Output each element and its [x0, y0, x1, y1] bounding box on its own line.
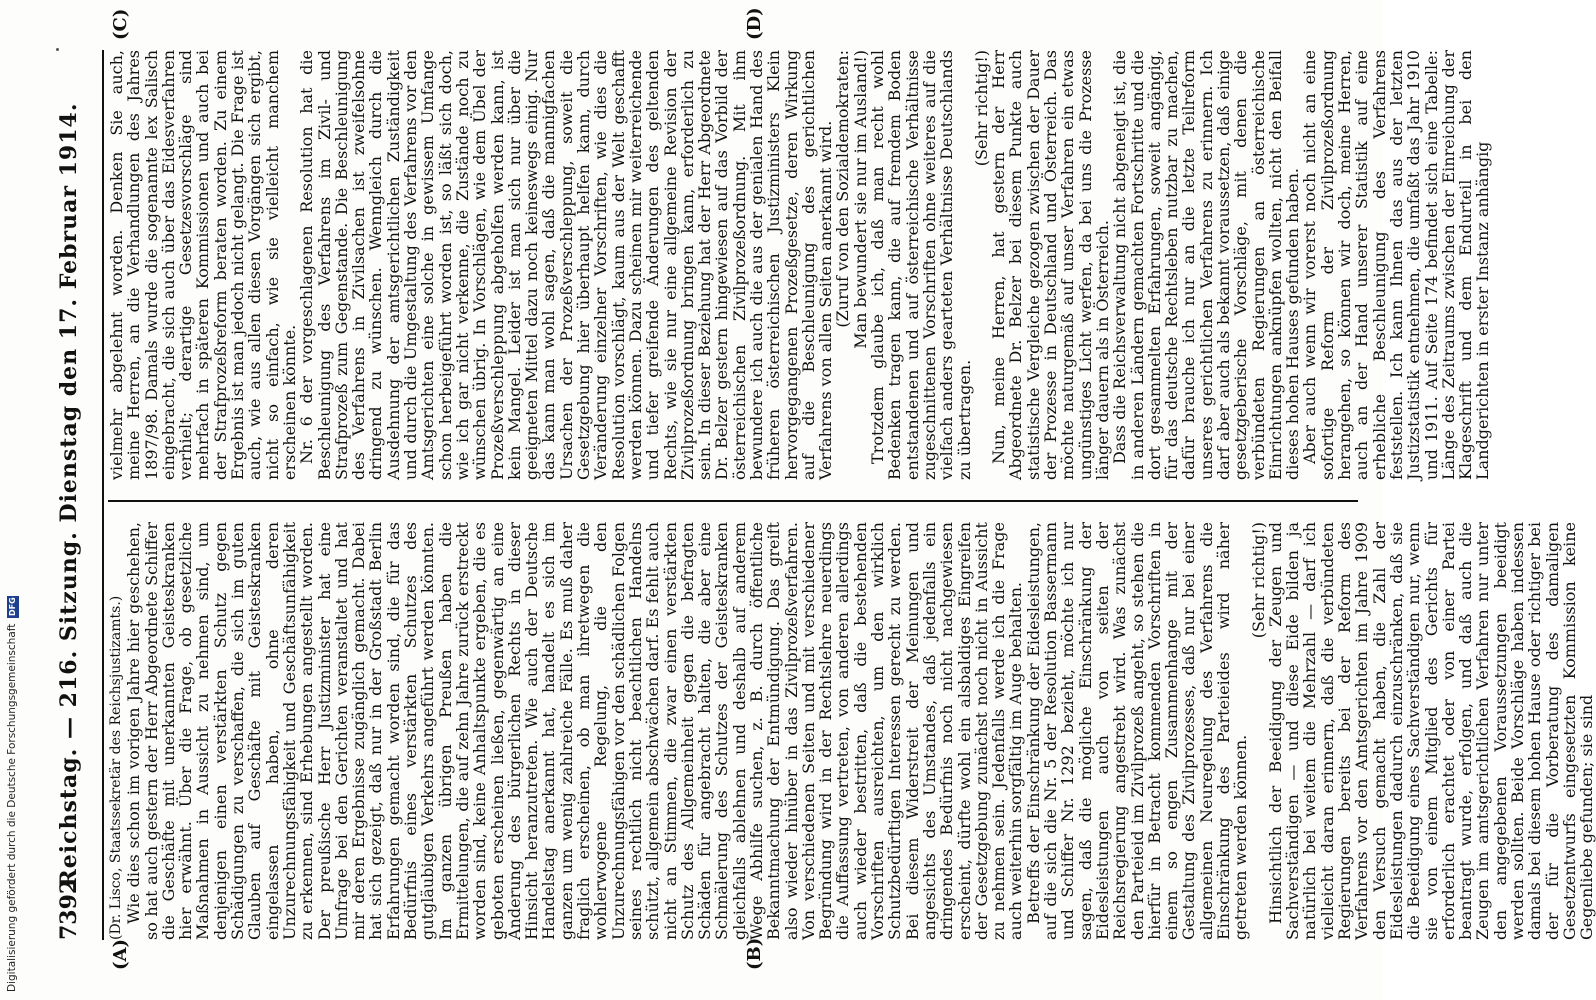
- rotated-page-content: [50, 0, 1596, 1000]
- paragraph: Betreffs der Einschränkung der Eidesleistungen, auf die sich die Nr. 5 der Resolution Bassermann und Schiffer Nr. 1292 bezieht, möchte ich nur sagen, daß die mögliche Einschränkung der Eidesleistungen auch von seiten der Reichsregierung angestrebt wird. Was zunächst den Parteieid im Zivilprozeß angeht, so stehen die hierfür in Betracht kommenden Vorschriften in einem so engen Zusammenhange mit der Gestaltung des Zivilprozesses, daß nur bei einer allgemeinen Neuregelung des Verfahrens die Einschränkung des Parteieides wird näher getreten werden können.: [1023, 522, 1251, 940]
- side-credit-text: Digitalisierung gefördert durch die Deutsche Forschungsgemeinschaft: [6, 623, 18, 992]
- interjection: (Sehr richtig!): [1248, 522, 1268, 639]
- paragraph: vielmehr abgelehnt worden. Denken Sie auch, meine Herren, an die Verhandlungen des Jahres 1897/98. Damals wurde die sogenannte lex Salisch eingebracht, die sich auch über das Eidesverfahren verhielt; derartige Gesetzesvorschläge sind mehrfach in späteren Kommissionen und auch bei der Strafprozeßreform beraten worden. Zu einem Ergebnis ist man jedoch nicht gelangt. Die Frage ist auch, wie aus allen diesen Vorgängen sich ergibt, nicht so einfach, wie sie vielleicht manchem erscheinen könnte.: [107, 50, 299, 480]
- margin-mark-b: (B): [744, 937, 765, 970]
- interjection: (Sehr richtig!): [971, 50, 991, 167]
- side-credit: [6, 392, 22, 992]
- interjection: Man bewundert sie nur im Ausland!): [850, 50, 870, 349]
- paragraph: Trotzdem glaube ich, daß man recht wohl Bedenken tragen kann, die auf fremdem Boden entstandenen und auf österreichische Verhältnisse zugeschnittenen Vorschriften ohne weiteres auf die vielfach anders gearteten Verhältnisse Deutschlands zu übertragen.: [868, 50, 974, 480]
- speaker-line: (Dr. Lisco, Staatssekretär des Reichsjustizamts.): [108, 595, 124, 940]
- paragraph: Hinsichtlich der Beeidigung der Zeugen und Sachverständigen — und diese Eide bilden ja natürlich bei weitem die Mehrzahl — darf ich vielleicht daran erinnern, daß die verbündeten Regierungen bereits bei der Reform des Verfahrens vor den Amtsgerichten im Jahre 1909 den Versuch gemacht haben, die Zahl der Eidesleistungen dadurch einzuschränken, daß sie die Beeidigung eines Sachverständigen nur, wenn sie von einem Mitglied des Gerichts für erforderlich erachtet oder von einer Partei beantragt wurde, erfolgen, und daß auch die Zeugen im amtsgerichtlichen Verfahren nur unter den angegebenen Voraussetzungen beeidigt werden sollten. Beide Vorschläge haben indessen damals bei diesem hohen Hause oder richtiger bei der für die Vorberatung des damaligen Gesetzentwurfs eingesetzten Kommission keine Gegenliebe gefunden; sie sind: [1265, 522, 1596, 940]
- page-number: 7392: [56, 878, 82, 940]
- running-title: Reichstag. — 216. Sitzung. Dienstag den 17. Februar 1914.: [56, 102, 82, 888]
- column-divider: [108, 500, 1358, 502]
- interjection: (Zuruf von den Sozialdemokraten:: [833, 50, 853, 328]
- paragraph: Wie dies schon im vorigen Jahre hier geschehen, so hat auch gestern der Herr Abgeordnete Schiffer die Geschäfte mit unerkannten Geisteskranken hier erwähnt. Über die Frage, ob gesetzliche Maßnahmen in Aussicht zu nehmen sind, um denjenigen einen verstärkten Schutz gegen Schädigungen zu verschaffen, die sich im guten Glauben auf Geschäfte mit Geisteskranken eingelassen haben, ohne deren Unzurechnungsfähigkeit und Geschäftsunfähigkeit zu erkennen, sind Erhebungen angestellt worden. Der preußische Herr Justizminister hat eine Umfrage bei den Gerichten veranstaltet und hat mir deren Ergebnisse zugänglich gemacht. Dabei hat sich gezeigt, daß nur in der Großstadt Berlin Erfahrungen gemacht worden sind, die für das Bedürfnis eines verstärkten Schutzes des gutgläubigen Verkehrs angeführt werden könnten. Im ganzen übrigen Preußen haben die Ermittelungen, die auf zehn Jahre zurück erstreckt worden sind, keine Anhaltspunkte ergeben, die es geboten erscheinen ließen, gegenwärtig an eine Änderung des bürgerlichen Rechts in dieser Hinsicht heranzutreten. Wie auch der Deutsche Handelstag anerkannt hat, handelt es sich im ganzen um wenig zahlreiche Fälle. Es muß daher fraglich erscheinen, ob man ihretwegen die wohlerwogene Regelung, die den Unzurechnungsfähigen vor den schädlichen Folgen seines rechtlich nicht beachtlichen Handelns schützt, allgemein abschwächen darf. Es fehlt auch nicht an Stimmen, die zwar einen verstärkten Schutz des Allgemeinheit gegen die befragten Schäden für angebracht halten, die aber eine Schmälerung des Schutzes der Geisteskranken gleichfalls ablehnen und deshalb auf anderem Wege Abhilfe suchen, z. B. durch öffentliche Bekanntmachung der Entmündigung. Das greift also wieder hinüber in das Zivilprozeßverfahren. Von verschiedenen Seiten und mit verschiedener Begründung wird in der Rechtslehre neuerdings die Auffassung vertreten, von anderen allerdings auch wieder bestritten, daß die bestehenden Vorschriften ausreichten, um den wirklich Schutzbedürftigen Interessen gerecht zu werden. Bei diesem Widerstreit der Meinungen und angesichts des Umstandes, daß jedenfalls ein dringendes Bedürfnis noch nicht nachgewiesen erscheint, dürfte wohl ein alsbaldiges Eingreifen der Gesetzgebung zunächst noch nicht in Aussicht zu nehmen sein. Jedenfalls werde ich die Frage auch weiterhin sorgfältig im Auge behalten.: [124, 522, 1026, 940]
- paragraph: Dass die Reichsverwaltung nicht abgeneigt ist, die in anderen Ländern gemachten Fortschritte und die dort gesammelten Erfahrungen, soweit angängig, für das deutsche Rechtsleben nutzbar zu machen, dafür brauche ich nur an die letzte Teilreform unseres gerichtlichen Verfahrens zu erinnern. Ich darf aber auch als bekannt voraussetzen, daß einige gesetzgeberische Vorschläge, mit denen die verbündeten Regierungen an österreichische Einrichtungen anknüpfen wollten, nicht den Beifall dieses hohen Hauses gefunden haben.: [1110, 50, 1303, 480]
- margin-mark-c: (C): [110, 8, 131, 40]
- page-header: [50, 50, 104, 940]
- paragraph: Nun, meine Herren, hat gestern der Herr Abgeordnete Dr. Belzer bei diesem Punkte auch statistische Vergleiche gezogen zwischen der Dauer der Prozesse in Deutschland und Österreich. Das möchte naturgemäß auf unser Verfahren ein etwas ungünstiges Licht werfen, da bei uns die Prozesse länger dauern als in Österreich.: [989, 50, 1112, 480]
- scan-speck: [56, 48, 59, 51]
- right-column: [107, 50, 1493, 480]
- dfg-logo-icon: DFG: [8, 597, 17, 616]
- paragraph: Nr. 6 der vorgeschlagenen Resolution hat die Beschleunigung des Verfahrens im Zivil- und Strafprozeß zum Gegenstande. Die Beschleunigung des Verfahrens in Zivilsachen ist zweifelsohne dringend zu wünschen. Wenngleich durch die Ausdehnung der amtsgerichtlichen Zuständigkeit und durch die Umgestaltung des Verfahrens vor den Amtsgerichten eine solche in gewissem Umfange schon herbeigeführt worden ist, so läßt sich doch, wie ich gar nicht verkenne, die Zustände noch zu wünschen übrig. In Vorschlägen, wie dem Übel der Prozeßverschleppung abgeholfen werden kann, ist kein Mangel. Leider ist man sich nur über die geeigneten Mittel dazu noch keineswegs einig. Nur das kann man wohl sagen, daß die mannigfachen Ursachen der Prozeßverschleppung, soweit die Gesetzgebung hier überhaupt helfen kann, durch Veränderung einzelner Vorschriften, wie dies die Resolution vorschlägt, kaum aus der Welt geschafft werden können. Dazu scheinen mir weiterreichende und tiefer greifende Änderungen des geltenden Rechts, wie sie nur eine allgemeine Revision der Zivilprozeßordnung bringen kann, erforderlich zu sein. In dieser Beziehung hat der Herr Abgeordnete Dr. Belzer gestern hingewiesen auf das Vorbild der österreichischen Zivilprozeßordnung. Mit ihm bewundere ich auch die aus der genialen Hand des früheren österreichischen Justizministers Klein hervorgegangenen Prozeßgesetze, deren Wirkung auf die Beschleunigung des gerichtlichen Verfahrens von allen Seiten anerkannt wird.: [297, 50, 836, 480]
- left-column: [108, 522, 1596, 940]
- paragraph: Aber auch wenn wir vorerst noch nicht an eine sofortige Reform der Zivilprozeßordnung herangehen, so können wir doch, meine Herren, auch an der Hand unserer Statistik auf eine erhebliche Beschleunigung des Verfahrens feststellen. Ich kann Ihnen das aus der letzten Justizstatistik entnehmen, die umfaßt das Jahr 1910 und 1911. Auf Seite 174 befindet sich eine Tabelle: Länge des Zeitraums zwischen der Einreichung der Klageschrift und dem Endurteil in bei den Landgerichten in erster Instanz anhängig: [1300, 50, 1493, 480]
- margin-mark-a: (A): [110, 939, 131, 970]
- margin-mark-d: (D): [744, 7, 765, 40]
